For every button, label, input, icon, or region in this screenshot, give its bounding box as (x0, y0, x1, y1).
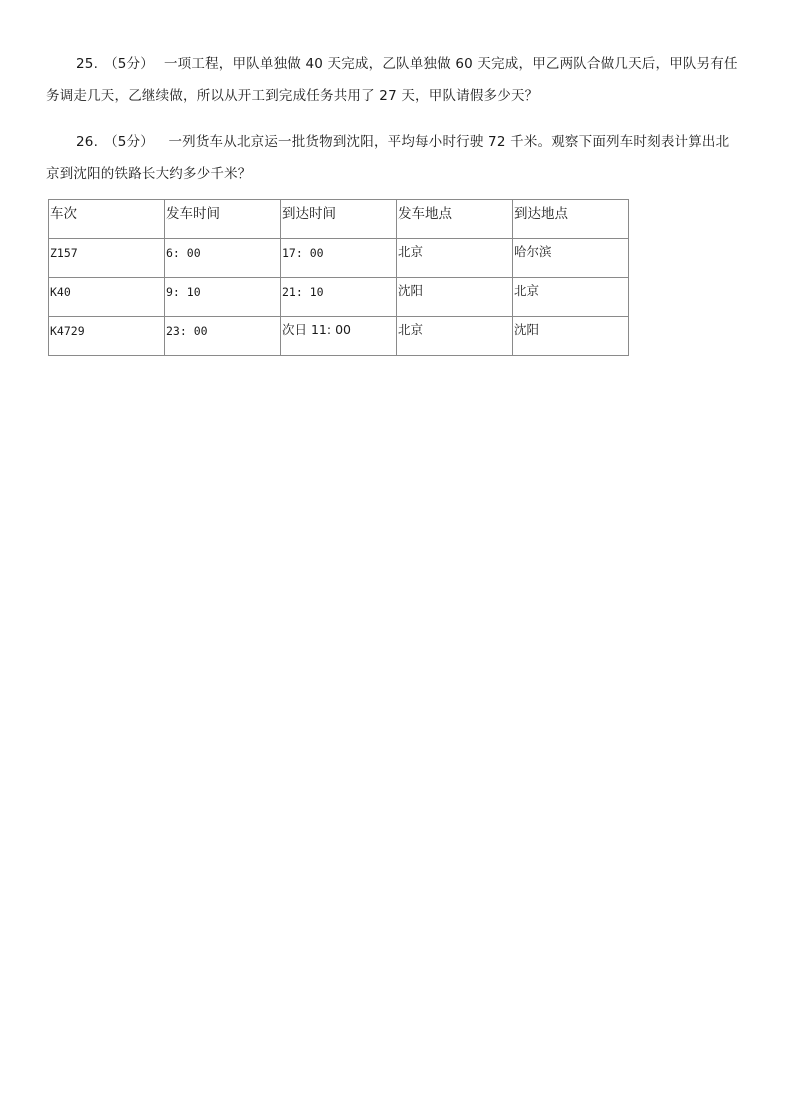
cell-arrival-station: 沈阳 (513, 317, 629, 356)
cell-departure-time: 9: 10 (165, 278, 281, 317)
table-row (49, 317, 629, 356)
question-text: 一项工程，甲队单独做 40 天完成，乙队单独做 60 天完成，甲乙两队合做几天后，甲队另有任 (163, 56, 738, 72)
table-row (49, 239, 629, 278)
cell-departure-station: 北京 (397, 317, 513, 356)
question-text: 一列货车从北京运一批货物到沈阳，平均每小时行驶 72 千米。观察下面列车时刻表计算出北 (163, 134, 730, 150)
cell-arrival-station: 北京 (513, 278, 629, 317)
cell-train-number: Z157 (49, 239, 165, 278)
cell-train-number: K4729 (49, 317, 165, 356)
question-number: 26. (76, 134, 99, 150)
cell-train-number: K40 (49, 278, 165, 317)
header-arrival-time: 到达时间 (281, 200, 397, 239)
cell-arrival-time: 21: 10 (281, 278, 397, 317)
cell-arrival-time: 17: 00 (281, 239, 397, 278)
cell-departure-time: 6: 00 (165, 239, 281, 278)
question-26 (46, 126, 746, 190)
cell-departure-station: 沈阳 (397, 278, 513, 317)
train-timetable (48, 199, 629, 356)
header-departure-station: 发车地点 (397, 200, 513, 239)
question-score: （5分） (104, 56, 154, 72)
header-train-number: 车次 (49, 200, 165, 239)
question-25-line-2: 务调走几天，乙继续做，所以从开工到完成任务共用了 27 天，甲队请假多少天？ (46, 88, 539, 104)
table-header-row (49, 200, 629, 239)
header-departure-time: 发车时间 (165, 200, 281, 239)
question-26-line-2: 京到沈阳的铁路长大约多少千米？ (46, 166, 252, 182)
question-25-line-1 (46, 48, 746, 80)
cell-departure-time: 23: 00 (165, 317, 281, 356)
cell-arrival-station: 哈尔滨 (513, 239, 629, 278)
question-25 (46, 48, 746, 112)
question-26-line-1 (46, 126, 746, 158)
question-number: 25. (76, 56, 99, 72)
cell-arrival-time: 次日 11: 00 (281, 317, 397, 356)
question-score: （5分） (104, 134, 154, 150)
cell-departure-station: 北京 (397, 239, 513, 278)
header-arrival-station: 到达地点 (513, 200, 629, 239)
table-row (49, 278, 629, 317)
